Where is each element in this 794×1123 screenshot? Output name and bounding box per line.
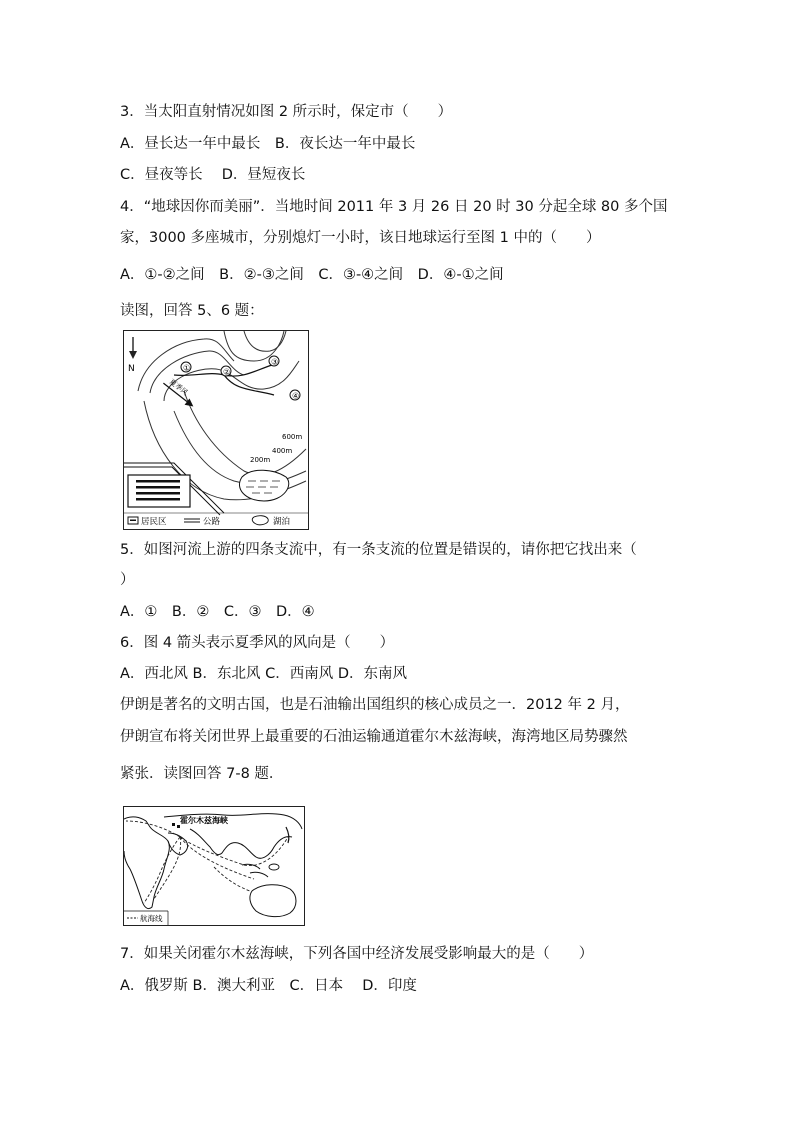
legend-shipping-route: 航海线 — [140, 914, 163, 923]
shipping-routes — [126, 821, 288, 903]
q5-options: A．① B．② C．③ D．④ — [120, 604, 315, 620]
australia-outline — [250, 885, 296, 917]
river-map-drawing — [124, 331, 308, 529]
q4-options: A．①-②之间 B．②-③之间 C．③-④之间 D．④-①之间 — [120, 267, 504, 283]
lake-icon — [239, 470, 288, 501]
legend-lake-icon — [252, 516, 268, 525]
contour-200: 200m — [250, 456, 271, 464]
legend-road: 公路 — [203, 517, 221, 527]
tributary-1: ① — [183, 363, 191, 373]
q4-stem-1: 4．“地球因你而美丽”．当地时间 2011 年 3 月 26 日 20 时 30 分起全球 80 多个国 — [120, 199, 668, 215]
wind-label: 夏季风 — [167, 377, 190, 397]
tributary-3: ③ — [271, 357, 279, 367]
tributary-4: ④ — [292, 391, 300, 401]
hormuz-map-drawing — [124, 807, 304, 925]
q6-stem: 6．图 4 箭头表示夏季风的风向是（ ） — [120, 635, 395, 651]
contour-600: 600m — [282, 433, 303, 441]
hormuz-shipping-map — [123, 806, 305, 926]
tributary-2: ② — [223, 367, 231, 377]
q3-options-2: C．昼夜等长 D．昼短夜长 — [120, 167, 306, 183]
passage-line-2: 伊朗宣布将关闭世界上最重要的石油运输通道霍尔木兹海峡，海湾地区局势骤然 — [120, 729, 628, 745]
passage-line-3: 紧张．读图回答 7-8 题． — [120, 766, 284, 782]
legend-lake: 湖泊 — [273, 517, 291, 527]
strait-title: 霍尔木兹海峡 — [180, 816, 228, 825]
legend-residential: 居民区 — [141, 517, 167, 527]
q5-stem-2: ） — [120, 572, 135, 588]
passage-line-1: 伊朗是著名的文明古国，也是石油输出国组织的核心成员之一．2012 年 2 月， — [120, 697, 630, 713]
q5-stem-1: 5．如图河流上游的四条支流中，有一条支流的位置是错误的，请你把它找出来（ — [120, 542, 637, 558]
contour-400: 400m — [272, 447, 293, 455]
river-contour-map — [123, 330, 309, 530]
north-label: N — [128, 364, 135, 374]
q3-options-1: A．昼长达一年中最长 B．夜长达一年中最长 — [120, 136, 416, 152]
q6-options: A．西北风 B．东北风 C．西南风 D．东南风 — [120, 666, 407, 682]
q7-options: A．俄罗斯 B．澳大利亚 C．日本 D．印度 — [120, 978, 417, 994]
summer-monsoon-arrow-icon — [161, 374, 200, 409]
intro-5-6: 读图，回答 5、6 题： — [120, 303, 264, 319]
residential-block — [128, 475, 190, 507]
q4-stem-2: 家，3000 多座城市，分别熄灯一小时，该日地球运行至图 1 中的（ ） — [120, 230, 601, 246]
q7-stem: 7．如果关闭霍尔木兹海峡，下列各国中经济发展受影响最大的是（ ） — [120, 946, 594, 962]
q3-stem: 3．当太阳直射情况如图 2 所示时，保定市（ ） — [120, 104, 453, 120]
